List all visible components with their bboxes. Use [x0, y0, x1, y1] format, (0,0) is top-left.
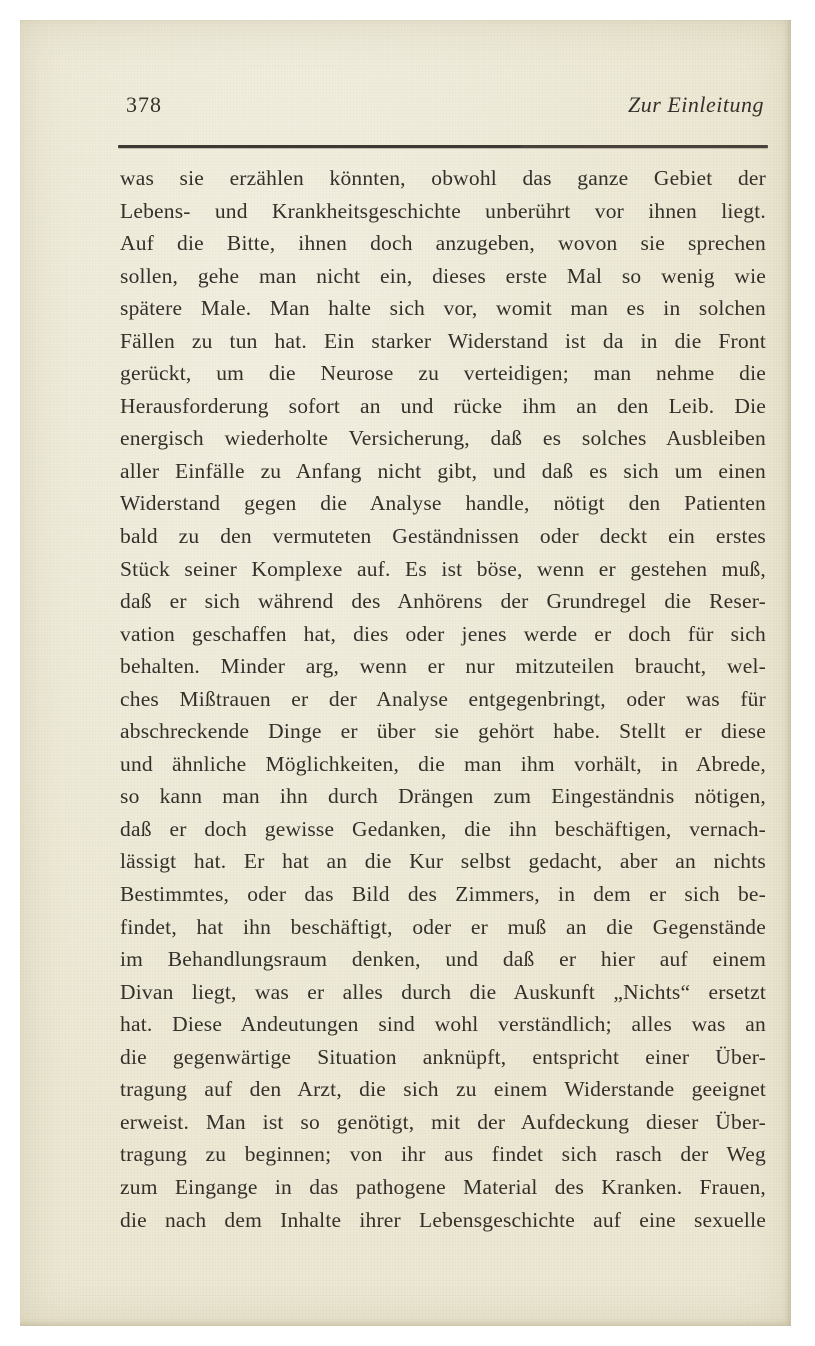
- paper-sheet: [20, 20, 791, 1326]
- running-title: Zur Einleitung: [628, 92, 764, 117]
- body-text: [120, 162, 766, 1236]
- text-line: gerückt, um die Neurose zu verteidigen; man nehme die: [120, 361, 766, 386]
- text-line: und ähnliche Möglichkeiten, die man ihm vorhält, in Abrede,: [120, 751, 766, 776]
- header-rule: [118, 145, 768, 148]
- text-line: energisch wiederholte Versicherung, daß es solches Ausbleiben: [120, 426, 766, 451]
- text-line: Widerstand gegen die Analyse handle, nötigt den Patienten: [120, 491, 766, 516]
- text-line: die nach dem Inhalte ihrer Lebensgeschichte auf eine sexuelle: [120, 1207, 766, 1232]
- text-line: sollen, gehe man nicht ein, dieses erste Mal so wenig wie: [120, 263, 766, 288]
- text-line: vation geschaffen hat, dies oder jenes werde er doch für sich: [120, 621, 766, 646]
- text-line: daß er sich während des Anhörens der Grundregel die Reser-: [120, 589, 766, 614]
- text-line: spätere Male. Man halte sich vor, womit man es in solchen: [120, 296, 766, 321]
- text-line: ches Mißtrauen er der Analyse entgegenbringt, oder was für: [120, 686, 766, 711]
- text-line: tragung zu beginnen; von ihr aus findet sich rasch der Weg: [120, 1142, 766, 1167]
- text-line: hat. Diese Andeutungen sind wohl verständlich; alles was an: [120, 1012, 766, 1037]
- text-line: bald zu den vermuteten Geständnissen oder deckt ein erstes: [120, 524, 766, 549]
- text-line: abschreckende Dinge er über sie gehört habe. Stellt er diese: [120, 719, 766, 744]
- text-line: was sie erzählen könnten, obwohl das ganze Gebiet der: [120, 166, 766, 190]
- text-line: daß er doch gewisse Gedanken, die ihn beschäftigen, vernach-: [120, 816, 766, 841]
- text-line: Lebens- und Krankheitsgeschichte unberührt vor ihnen liegt.: [120, 198, 766, 223]
- text-line: lässigt hat. Er hat an die Kur selbst gedacht, aber an nichts: [120, 849, 766, 874]
- page-header: [120, 92, 766, 126]
- text-line: so kann man ihn durch Drängen zum Eingeständnis nötigen,: [120, 784, 766, 809]
- text-line: die gegenwärtige Situation anknüpft, entspricht einer Über-: [120, 1044, 766, 1069]
- text-line: Stück seiner Komplexe auf. Es ist böse, wenn er gestehen muß,: [120, 556, 766, 581]
- text-line: findet, hat ihn beschäftigt, oder er muß an die Gegenstände: [120, 914, 766, 939]
- text-line: erweist. Man ist so genötigt, mit der Aufdeckung dieser Über-: [120, 1109, 766, 1134]
- text-line: Herausforderung sofort an und rücke ihm an den Leib. Die: [120, 393, 766, 418]
- page-number: 378: [126, 92, 162, 117]
- text-line: Fällen zu tun hat. Ein starker Widerstand ist da in die Front: [120, 328, 766, 353]
- text-line: Auf die Bitte, ihnen doch anzugeben, wovon sie sprechen: [120, 231, 766, 256]
- text-line: behalten. Minder arg, wenn er nur mitzuteilen braucht, wel-: [120, 654, 766, 679]
- text-line: im Behandlungsraum denken, und daß er hier auf einem: [120, 947, 766, 972]
- text-line: Bestimmtes, oder das Bild des Zimmers, in dem er sich be-: [120, 882, 766, 907]
- text-line: zum Eingange in das pathogene Material des Kranken. Frauen,: [120, 1174, 766, 1199]
- text-line: tragung auf den Arzt, die sich zu einem Widerstande geeignet: [120, 1077, 766, 1102]
- text-line: aller Einfälle zu Anfang nicht gibt, und daß es sich um einen: [120, 458, 766, 483]
- text-line: Divan liegt, was er alles durch die Auskunft „Nichts“ ersetzt: [120, 979, 766, 1004]
